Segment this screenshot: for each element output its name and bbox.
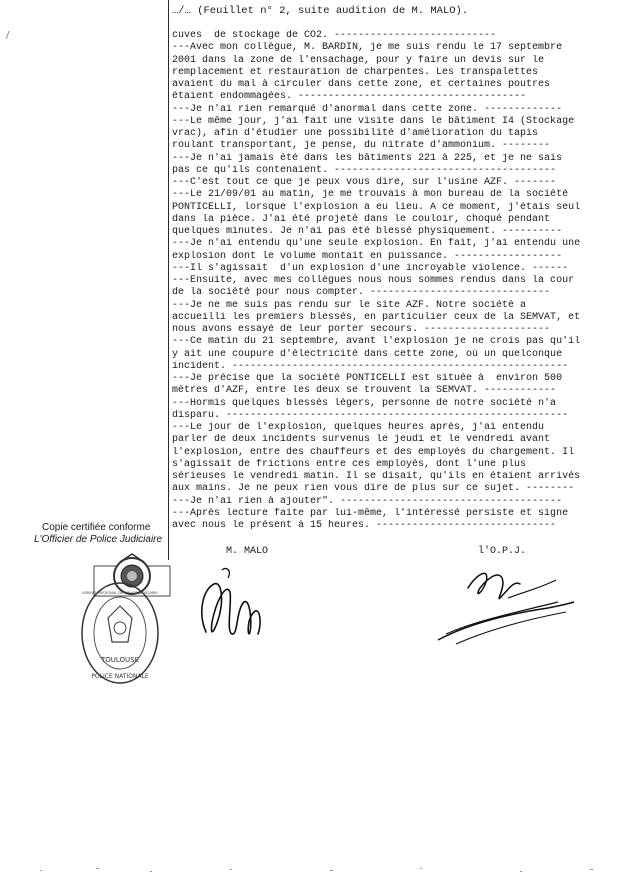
stamp-bottom-text: POLICE NATIONALE bbox=[91, 673, 149, 680]
deposition-line: quelques minutes. Je n'ai pas été blessé physiquement. ---------- bbox=[172, 226, 563, 237]
signatory-right: l'O.P.J. bbox=[478, 546, 527, 557]
signature-opj bbox=[428, 558, 578, 648]
deposition-line: ---Le même jour, j'ai fait une visite dans le bâtiment I4 (Stockage bbox=[172, 115, 575, 127]
deposition-line: ---Le jour de l'explosion, quelques heures après, j'ai entendu bbox=[172, 422, 545, 433]
deposition-line: 2001 dans la zone de l'ensachage, pour y faire un devis sur le bbox=[172, 54, 545, 66]
deposition-line: sérieuses le vendredi matin. Il se disait, qu'ils en étaient arrivés bbox=[172, 471, 581, 482]
deposition-line: ---Il s'agissait d'un explosion d'une incroyable violence. ------ bbox=[172, 262, 569, 274]
deposition-line: ---Je ne me suis pas rendu sur le site AZF. Notre société a bbox=[172, 299, 527, 311]
deposition-line: l'explosion, entre des chauffeurs et des employés du chargement. Il bbox=[172, 446, 575, 458]
deposition-line: ---Le 21/09/01 au matin, je me trouvais à mon bureau de la société bbox=[172, 189, 569, 201]
deposition-line: remplacement et restauration de charpentes. Les transpalettes bbox=[172, 66, 539, 78]
deposition-line: ---Je n'ai jamais été dans les bâtiments 221 à 225, et je ne sais bbox=[172, 152, 563, 164]
deposition-line: ---Ce matin du 21 septembre, avant l'explosion je ne crois pas qu'il bbox=[172, 336, 581, 348]
stamp-top-text: SERVICE RÉGIONAL DE POLICE JUDICIAIRE bbox=[82, 591, 158, 595]
officer-label: L'Officier de Police Judiciaire bbox=[34, 534, 163, 545]
deposition-line: ---Ensuite, avec mes collègues nous nous sommes rendus dans la cour bbox=[172, 275, 575, 286]
deposition-line: ---Avec mon collègue, M. BARDIN, je me suis rendu le 17 septembre bbox=[172, 42, 563, 54]
deposition-line: ---Je précise que la société PONTICELLI est située à environ 500 bbox=[172, 373, 563, 384]
deposition-line: étaient endommagées. -------------------------------------- bbox=[172, 91, 527, 103]
deposition-line: parler de deux incidents survenus le jeudi et le vendredi avant bbox=[172, 434, 551, 446]
deposition-line: disparu. --------------------------------------------------------- bbox=[172, 409, 569, 421]
deposition-line: incident. -------------------------------------------------------- bbox=[172, 360, 569, 372]
deposition-line: PONTICELLI, lorsque l'explosion a eu lieu. A ce moment, j'étais seul bbox=[172, 201, 581, 213]
deposition-line: nous avons essayé de leur porter secours. --------------------- bbox=[172, 324, 551, 335]
deposition-text bbox=[172, 30, 612, 532]
deposition-line: vrac), afin d'étudier une possibilité d'amélioration du tapis bbox=[172, 128, 539, 139]
deposition-line: ---C'est tout ce que je peux vous dire, sur l'usine AZF. ------- bbox=[172, 177, 557, 188]
deposition-line: avaient du mal à circuler dans cette zone, et certaines poutres bbox=[172, 79, 551, 90]
deposition-line: avec nous le présent à 15 heures. ------------------------------ bbox=[172, 520, 557, 531]
deposition-line: dans la pièce. J'ai été projeté dans le couloir, choqué pendant bbox=[172, 213, 551, 225]
signature-malo bbox=[192, 562, 272, 652]
certified-copy-label: Copie certifiée conforme bbox=[42, 522, 151, 533]
scan-noise bbox=[0, 862, 620, 877]
deposition-line: accueilli les premiers blessés, en particulier ceux de la SEMVAT, et bbox=[172, 311, 581, 323]
deposition-line: pas ce qu'ils contenaient. ------------------------------------- bbox=[172, 164, 557, 176]
signatory-left: M. MALO bbox=[226, 546, 269, 557]
deposition-line: ---Hormis quelques blessés légers, personne de notre société n'a bbox=[172, 397, 557, 409]
deposition-line: de la société pour nous compter. ------------------------------ bbox=[172, 287, 551, 299]
deposition-line: aux mains. Je ne peux rien vous dire de plus sur ce sujet. -------- bbox=[172, 483, 575, 495]
deposition-line: ---Je n'ai entendu qu'une seule explosion. En fait, j'ai entendu une bbox=[172, 238, 581, 250]
deposition-line: ---Je n'ai rien à ajouter". ------------------------------------- bbox=[172, 495, 563, 507]
stamp-city-text: TOULOUSE bbox=[100, 656, 140, 664]
deposition-line: s'agissait de frictions entre ces employés, dont l'une plus bbox=[172, 458, 527, 470]
deposition-line: mètres d'AZF, entre les deux se trouvent la SEMVAT. ------------ bbox=[172, 385, 557, 397]
deposition-line: y ait une coupure d'électricité dans cette zone, où un quelconque bbox=[172, 348, 563, 360]
stray-mark: / bbox=[6, 30, 10, 41]
deposition-line: ---Après lecture faite par lui-même, l'intéressé persiste et signe bbox=[172, 507, 569, 519]
page-header: …/… (Feuillet n° 2, suite audition de M. MALO). bbox=[172, 5, 469, 17]
deposition-line: ---Je n'ai rien remarqué d'anormal dans cette zone. ------------- bbox=[172, 103, 563, 115]
police-stamp bbox=[78, 578, 162, 688]
margin-rule bbox=[168, 0, 169, 560]
deposition-line: explosion dont le volume montait en puissance. ------------------ bbox=[172, 250, 563, 262]
deposition-line: cuves de stockage de CO2. --------------------------- bbox=[172, 30, 497, 41]
deposition-line: roulant transportant, je pense, du nitrate d'ammonium. -------- bbox=[172, 140, 551, 152]
